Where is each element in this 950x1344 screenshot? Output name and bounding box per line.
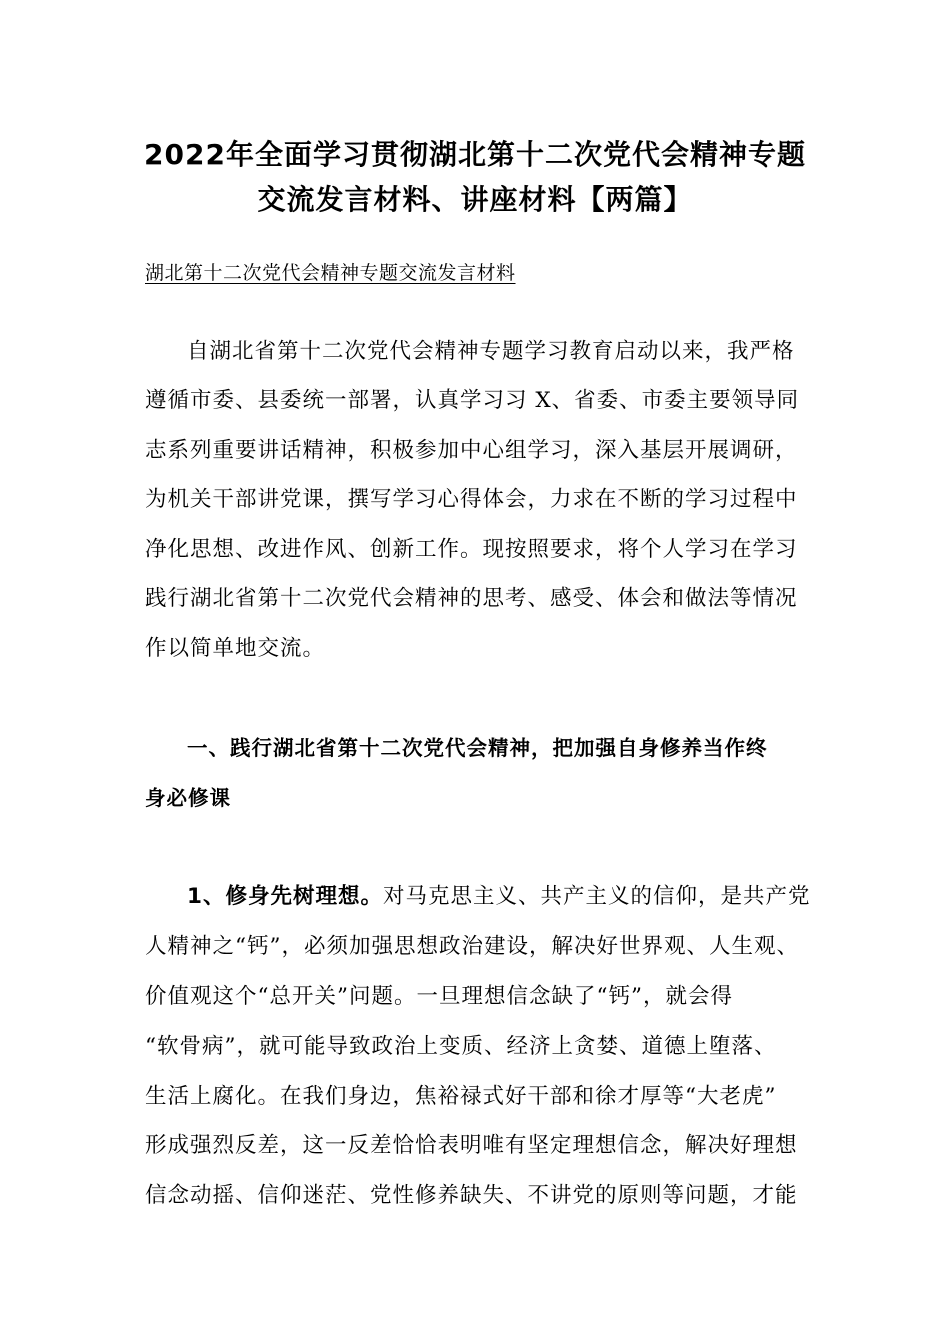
intro-line: 净化思想、改进作风、创新工作。现按照要求，将个人学习在学习 — [145, 537, 798, 562]
paragraph-line: 信念动摇、信仰迷茫、党性修养缺失、不讲党的原则等问题，才能 — [145, 1183, 798, 1208]
paragraph-lead: 1、修身先树理想。 — [187, 884, 383, 909]
intro-line: 为机关干部讲党课，撰写学习心得体会，力求在不断的学习过程中 — [145, 487, 798, 512]
paragraph-line: 形成强烈反差，这一反差恰恰表明唯有坚定理想信念，解决好理想 — [145, 1133, 798, 1158]
subtitle: 湖北第十二次党代会精神专题交流发言材料 — [145, 262, 516, 284]
intro-line: 遵循市委、县委统一部署，认真学习习 X、省委、市委主要领导同 — [145, 388, 800, 413]
intro-line: 作以简单地交流。 — [145, 636, 326, 661]
paragraph-first-line — [187, 882, 810, 912]
paragraph-first-line-text: 对马克思主义、共产主义的信仰，是共产党 — [382, 884, 811, 909]
paragraph-line: 人精神之“钙”，必须加强思想政治建设，解决好世界观、人生观、 — [145, 934, 799, 959]
paragraph-line: 生活上腐化。在我们身边，焦裕禄式好干部和徐才厚等“大老虎” — [145, 1084, 777, 1109]
intro-line: 践行湖北省第十二次党代会精神的思考、感受、体会和做法等情况 — [145, 586, 798, 611]
paragraph-line: “软骨病”，就可能导致政治上变质、经济上贪婪、道德上堕落、 — [145, 1034, 777, 1059]
section-heading-line-1: 一、践行湖北省第十二次党代会精神，把加强自身修养当作终 — [187, 736, 768, 760]
intro-line: 自湖北省第十二次党代会精神专题学习教育启动以来，我严格 — [187, 339, 795, 364]
paragraph-line: 价值观这个“总开关”问题。一旦理想信念缺了“钙”，就会得 — [145, 984, 733, 1009]
document-title-line-1: 2022年全面学习贯彻湖北第十二次党代会精神专题 — [144, 138, 806, 171]
section-heading-line-2: 身必修课 — [145, 786, 231, 810]
document-title-line-2: 交流发言材料、讲座材料【两篇】 — [257, 183, 693, 216]
intro-line: 志系列重要讲话精神，积极参加中心组学习，深入基层开展调研， — [145, 438, 798, 463]
